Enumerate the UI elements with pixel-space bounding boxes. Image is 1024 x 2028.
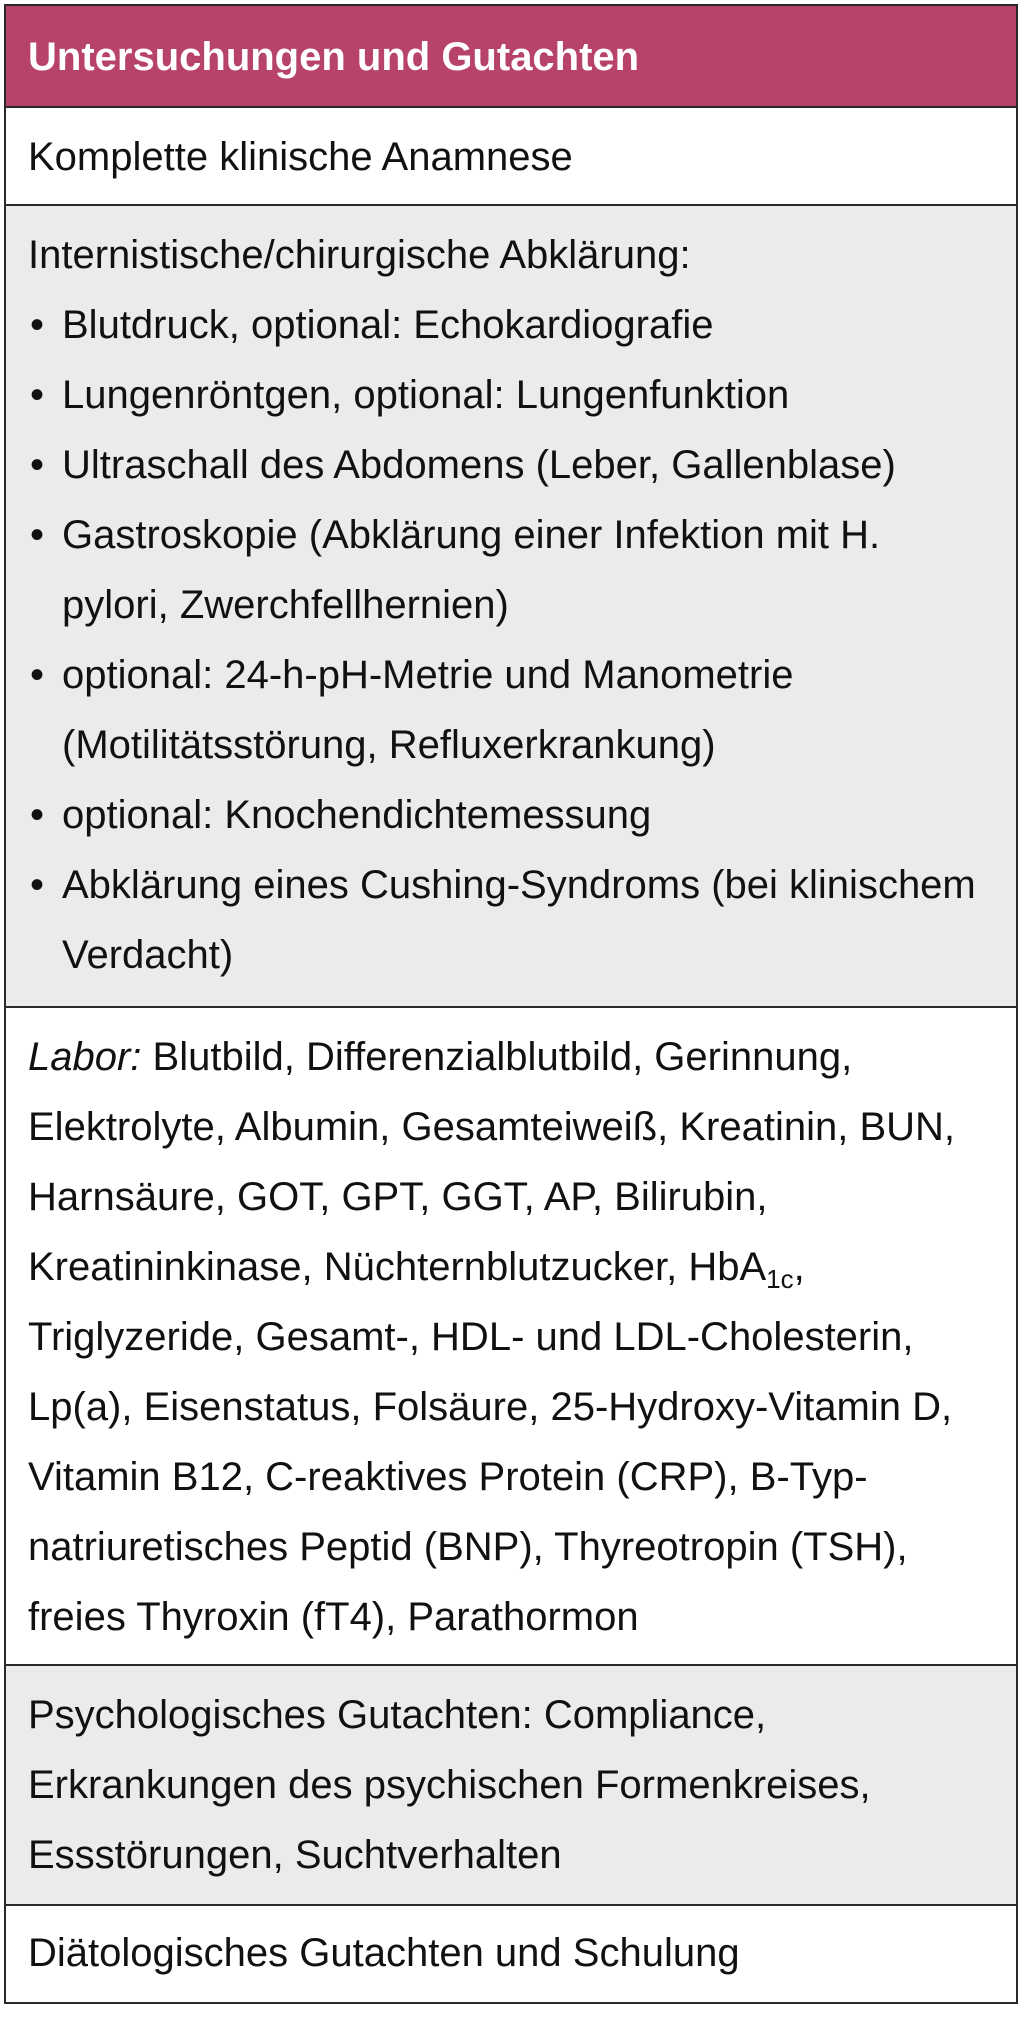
list-item: • Lungenröntgen, optional: Lungenfunktion: [28, 360, 994, 430]
list-item: • optional: 24-h-pH-Metrie und Manometrie (Motilitätsstörung, Refluxerkrankung): [28, 640, 994, 780]
labor-label: Labor:: [28, 1035, 142, 1079]
examinations-table: [4, 4, 1018, 2004]
list-item: • Ultraschall des Abdomens (Leber, Gallenblase): [28, 430, 994, 500]
labor-hba1c-subscript: 1c: [766, 1264, 794, 1294]
row-internal-surgical: [6, 206, 1016, 1008]
labor-text-part1: Blutbild, Differenzialblutbild, Gerinnung, Elektrolyte, Albumin, Gesamteiweiß, Kreatinin, BUN, Harnsäure, GOT, GPT, GGT, AP, Bilirubin, Kreatininkinase, Nüchternblutzucker, HbA: [28, 1035, 956, 1289]
row-internal-surgical-intro: Internistische/chirurgische Abklärung:: [28, 233, 691, 277]
row-psychological-text: Psychologisches Gutachten: Compliance, Erkrankungen des psychischen Formenkreises, Essstörungen, Suchtverhalten: [28, 1693, 871, 1877]
list-item: • Abklärung eines Cushing-Syndroms (bei klinischem Verdacht): [28, 850, 994, 990]
row-anamnese: [6, 108, 1016, 206]
row-dietary: [6, 1906, 1016, 2002]
list-item: • optional: Knochendichtemessung: [28, 780, 994, 850]
row-psychological: [6, 1666, 1016, 1906]
row-dietary-text: Diätologisches Gutachten und Schulung: [28, 1931, 740, 1975]
list-item: • Gastroskopie (Abklärung einer Infektion mit H. pylori, Zwerchfellhernien): [28, 500, 994, 640]
row-labor: [6, 1008, 1016, 1666]
list-item: • Blutdruck, optional: Echokardiografie: [28, 290, 994, 360]
labor-text-part2: , Triglyzeride, Gesamt-, HDL- und LDL-Cholesterin, Lp(a), Eisenstatus, Folsäure, 25-Hydroxy-Vitamin D, Vitamin B12, C-reaktives Protein (CRP), B-Typ-natriuretisches Peptid (BNP), Thyreotropin (TSH), freies Thyroxin (fT4), Parathormon: [28, 1245, 953, 1639]
table-header: Untersuchungen und Gutachten: [6, 6, 1016, 108]
internal-surgical-list: [28, 290, 994, 990]
row-anamnese-text: Komplette klinische Anamnese: [28, 135, 573, 179]
